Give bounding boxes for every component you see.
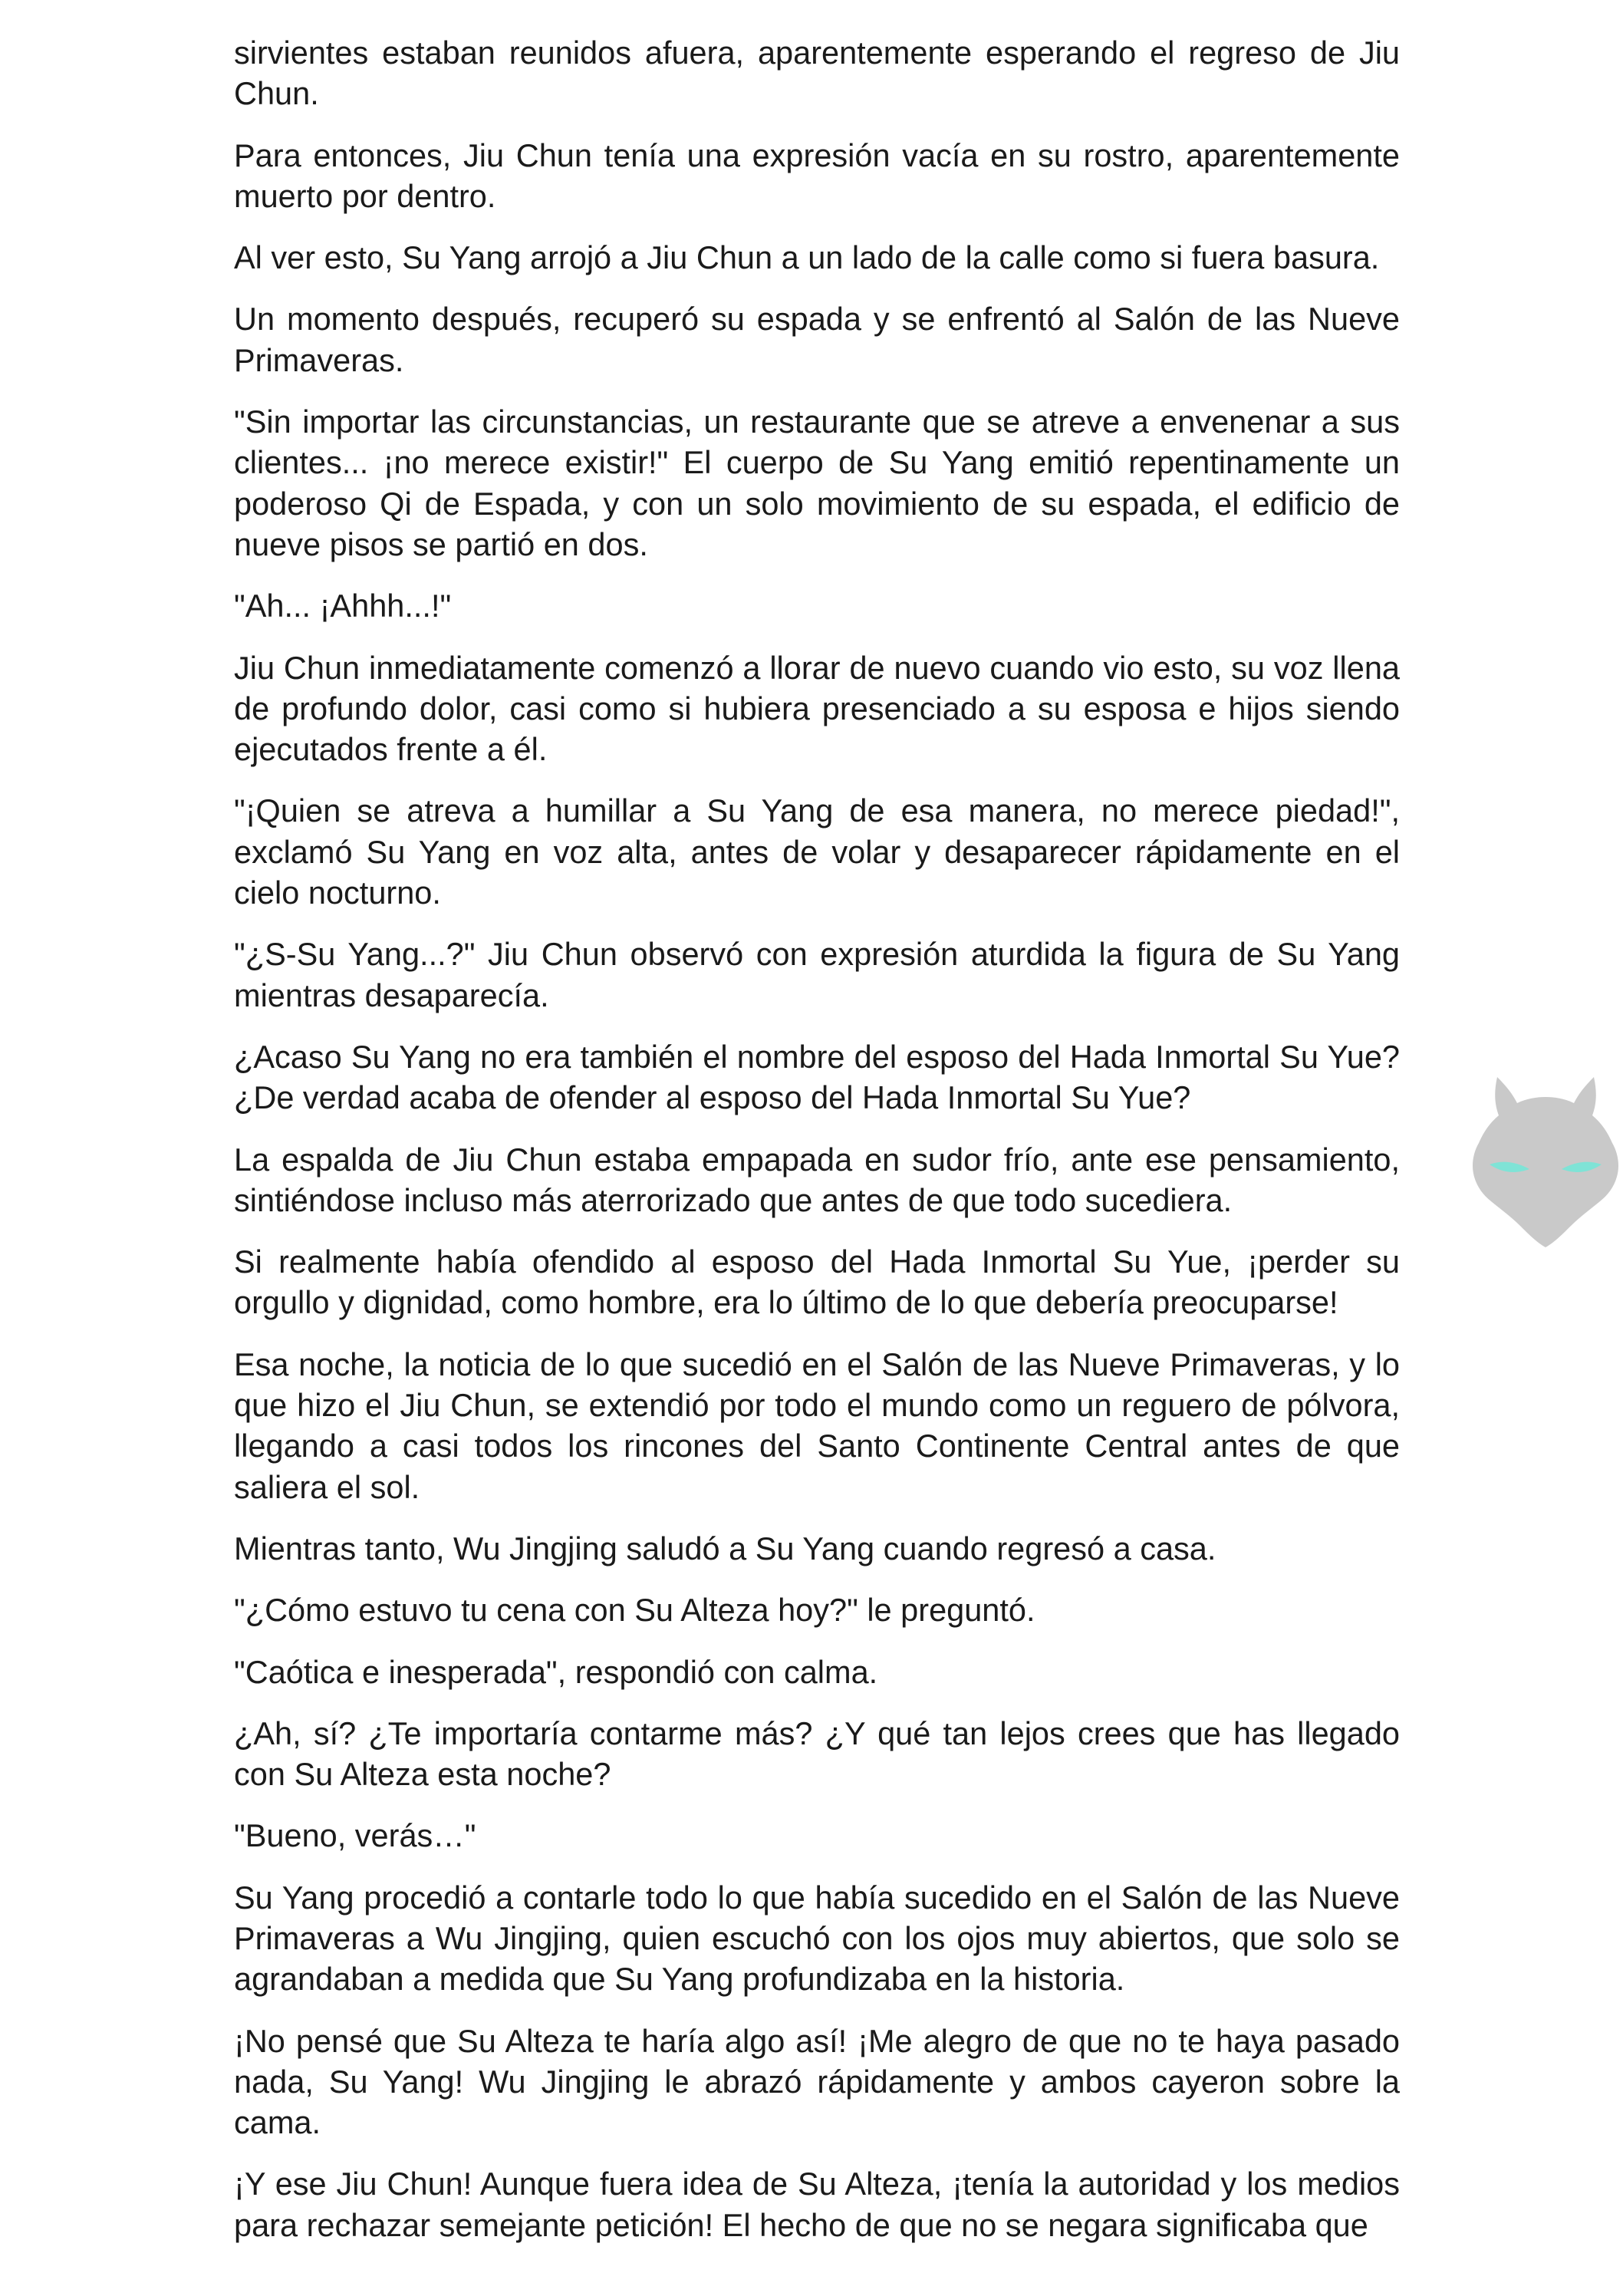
paragraph-15: "¿Cómo estuvo tu cena con Su Alteza hoy?" le preguntó.	[234, 1592, 1035, 1629]
paragraph-13: Esa noche, la noticia de lo que sucedió en el Salón de las Nueve Primaveras, y lo que hizo el Jiu Chun, se extendió por todo el mundo como un reguero de pólvora, llegando a casi todos los rincones del Santo Continente Central antes de que saliera el sol.	[234, 1346, 1400, 1505]
paragraph-3: Al ver esto, Su Yang arrojó a Jiu Chun a un lado de la calle como si fuera basura.	[234, 239, 1380, 276]
demon-head-silhouette	[1473, 1077, 1618, 1247]
paragraph-19: Su Yang procedió a contarle todo lo que había sucedido en el Salón de las Nueve Primaveras a Wu Jingjing, quien escuchó con los ojos muy abiertos, que solo se agrandaban a medida que Su Yang profundizaba en la historia.	[234, 1879, 1400, 1998]
paragraph-18: "Bueno, verás…"	[234, 1817, 476, 1854]
paragraph-7: Jiu Chun inmediatamente comenzó a llorar de nuevo cuando vio esto, su voz llena de profundo dolor, casi como si hubiera presenciado a su esposa e hijos siendo ejecutados frente a él.	[234, 649, 1400, 768]
paragraph-8: "¡Quien se atreva a humillar a Su Yang de esa manera, no merece piedad!", exclamó Su Yang en voz alta, antes de volar y desaparecer rápidamente en el cielo nocturno.	[234, 792, 1400, 911]
paragraph-14: Mientras tanto, Wu Jingjing saludó a Su Yang cuando regresó a casa.	[234, 1530, 1216, 1566]
paragraph-21: ¡Y ese Jiu Chun! Aunque fuera idea de Su Alteza, ¡tenía la autoridad y los medios para rechazar semejante petición! El hecho de que no se negara significaba que	[234, 2166, 1400, 2243]
paragraph-20: ¡No pensé que Su Alteza te haría algo así! ¡Me alegro de que no te haya pasado nada, Su Yang! Wu Jingjing le abrazó rápidamente y ambos cayeron sobre la cama.	[234, 2022, 1400, 2141]
paragraph-9: "¿S-Su Yang...?" Jiu Chun observó con expresión aturdida la figura de Su Yang mientras desaparecía.	[234, 936, 1400, 1013]
demon-head-logo-icon	[1467, 1072, 1623, 1249]
paragraph-6: "Ah... ¡Ahhh...!"	[234, 588, 452, 624]
paragraph-10: ¿Acaso Su Yang no era también el nombre del esposo del Hada Inmortal Su Yue? ¿De verdad acaba de ofender al esposo del Hada Inmortal Su Yue?	[234, 1038, 1400, 1116]
paragraph-5: "Sin importar las circunstancias, un restaurante que se atreve a envenenar a sus clientes... ¡no merece existir!" El cuerpo de Su Yang emitió repentinamente un poderoso Qi de Espada, y con un solo movimiento de su espada, el edificio de nueve pisos se partió en dos.	[234, 404, 1400, 562]
paragraph-2: Para entonces, Jiu Chun tenía una expresión vacía en su rostro, aparentemente muerto por dentro.	[234, 137, 1400, 214]
paragraph-11: La espalda de Jiu Chun estaba empapada en sudor frío, ante ese pensamiento, sintiéndose incluso más aterrorizado que antes de que todo sucediera.	[234, 1141, 1400, 1218]
paragraph-17: ¿Ah, sí? ¿Te importaría contarme más? ¿Y qué tan lejos crees que has llegado con Su Alteza esta noche?	[234, 1715, 1400, 1793]
paragraph-12: Si realmente había ofendido al esposo del Hada Inmortal Su Yue, ¡perder su orgullo y dignidad, como hombre, era lo último de lo que debería preocuparse!	[234, 1244, 1400, 1321]
paragraph-1: sirvientes estaban reunidos afuera, aparentemente esperando el regreso de Jiu Chun.	[234, 35, 1400, 112]
paragraph-16: "Caótica e inesperada", respondió con calma.	[234, 1653, 878, 1690]
paragraph-4: Un momento después, recuperó su espada y se enfrentó al Salón de las Nueve Primaveras.	[234, 301, 1400, 378]
body-text	[234, 32, 1400, 2266]
